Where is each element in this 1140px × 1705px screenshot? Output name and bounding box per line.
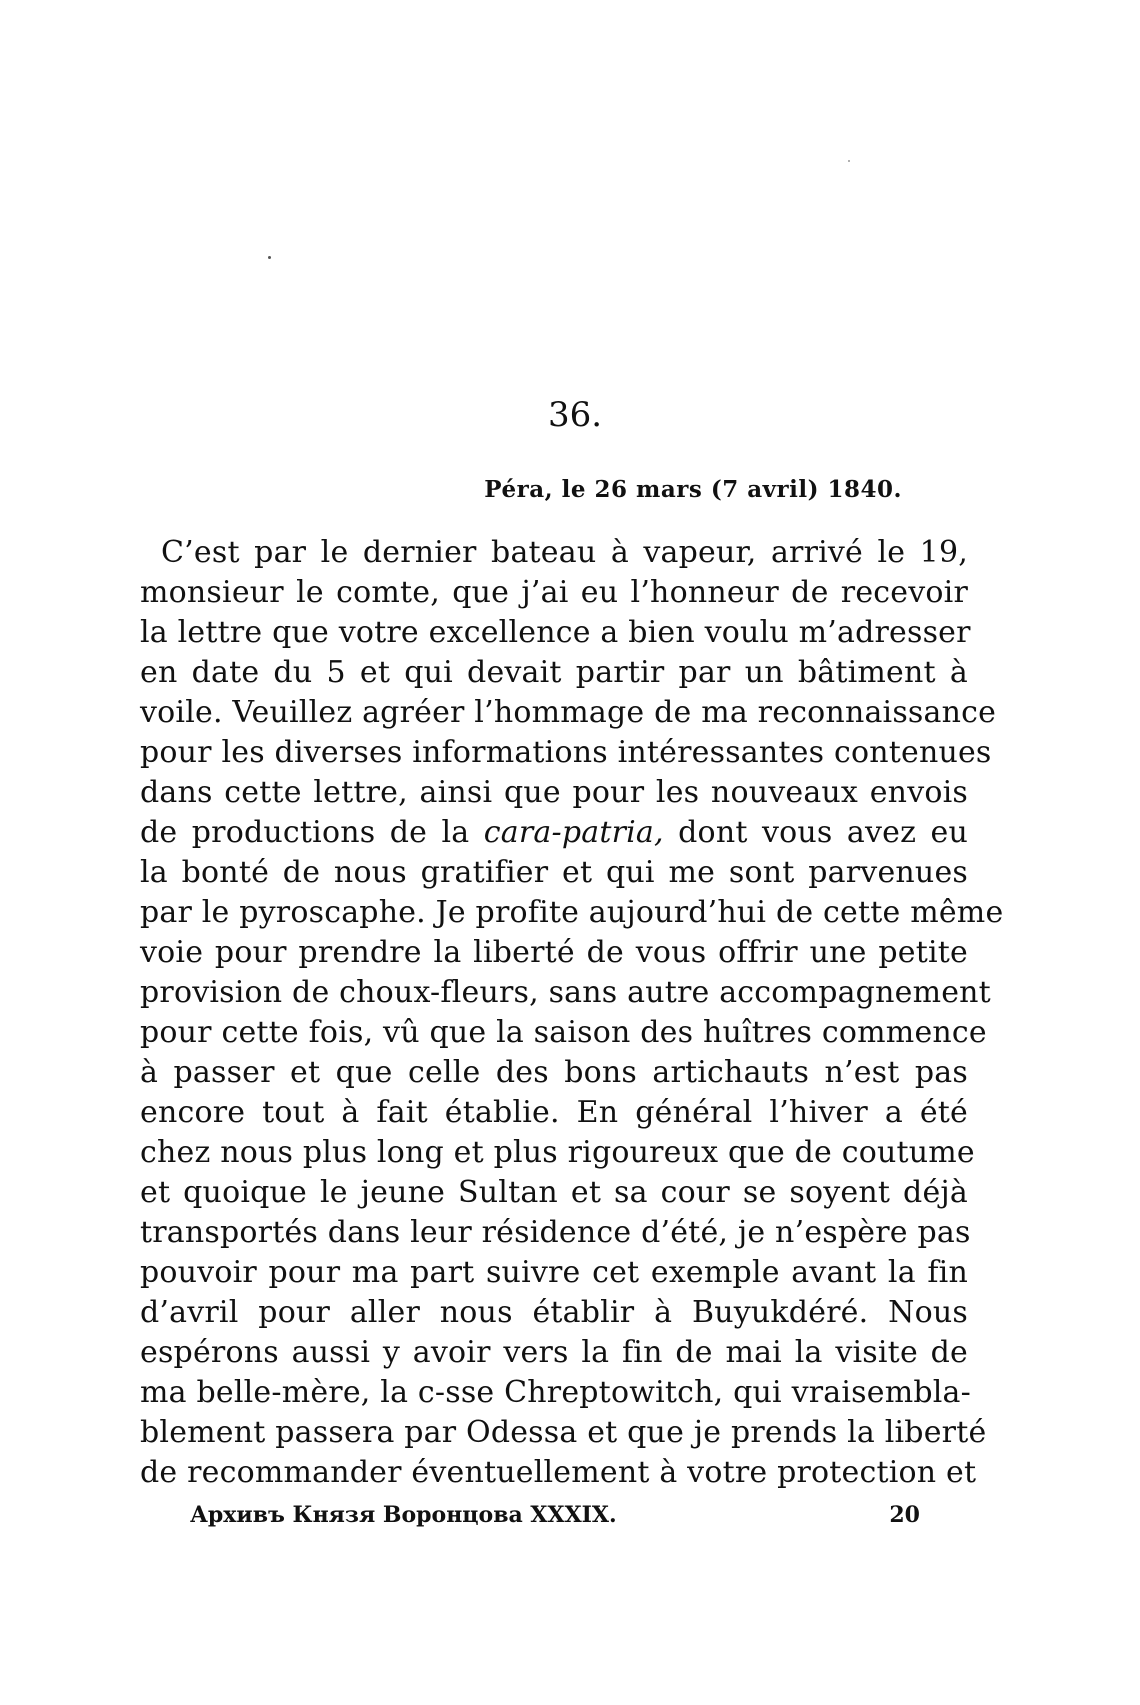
- footer-signature-mark: 20: [889, 1502, 920, 1528]
- body-line: en date du 5 et qui devait partir par un bâtiment à: [140, 655, 968, 690]
- body-line: voie pour prendre la liberté de vous offrir une petite: [140, 935, 968, 970]
- footer-source: Архивъ Князя Воронцова XXXIX.: [190, 1502, 617, 1528]
- body-line: pouvoir pour ma part suivre cet exemple avant la fin: [140, 1255, 968, 1290]
- body-line: ma belle-mère, la c-sse Chreptowitch, qui vraisembla-: [140, 1375, 971, 1410]
- body-line: encore tout à fait établie. En général l’hiver a été: [140, 1095, 968, 1130]
- body-line-start: de productions de la: [140, 815, 484, 850]
- page-footer: [190, 1502, 920, 1528]
- body-line: à passer et que celle des bons artichauts n’est pas: [140, 1055, 968, 1090]
- body-line: blement passera par Odessa et que je prends la liberté: [140, 1415, 987, 1450]
- body-line: espérons aussi y avoir vers la fin de mai la visite de: [140, 1335, 968, 1370]
- body-line: d’avril pour aller nous établir à Buyukdéré. Nous: [140, 1295, 968, 1330]
- scan-speck: [268, 256, 271, 259]
- body-line: chez nous plus long et plus rigoureux que de coutume: [140, 1135, 975, 1170]
- body-line: pour les diverses informations intéressantes contenues: [140, 735, 992, 770]
- body-line: C’est par le dernier bateau à vapeur, arrivé le 19,: [161, 535, 968, 570]
- letter-number: 36.: [547, 395, 603, 435]
- body-line: par le pyroscaphe. Je profite aujourd’hui de cette même: [140, 895, 1004, 930]
- body-line: monsieur le comte, que j’ai eu l’honneur de recevoir: [140, 575, 968, 610]
- body-line: la bonté de nous gratifier et qui me sont parvenues: [140, 855, 968, 890]
- body-line: et quoique le jeune Sultan et sa cour se soyent déjà: [140, 1175, 968, 1210]
- body-line: dans cette lettre, ainsi que pour les nouveaux envois: [140, 775, 968, 810]
- body-line: provision de choux-fleurs, sans autre accompagnement: [140, 975, 991, 1010]
- body-line: transportés dans leur résidence d’été, je n’espère pas: [140, 1215, 971, 1250]
- body-line-end: dont vous avez eu: [663, 815, 968, 850]
- date-line: Péra, le 26 mars (7 avril) 1840.: [484, 476, 902, 503]
- body-line: voile. Veuillez agréer l’hommage de ma reconnaissance: [140, 695, 997, 730]
- scan-speck: [848, 160, 850, 162]
- letter-body: [140, 533, 1004, 1493]
- body-line-with-italic: [140, 813, 968, 853]
- body-line: pour cette fois, vû que la saison des huîtres commence: [140, 1015, 987, 1050]
- body-line: la lettre que votre excellence a bien voulu m’adresser: [140, 615, 971, 650]
- italic-term: cara-patria,: [483, 815, 664, 850]
- body-line: de recommander éventuellement à votre protection et: [140, 1455, 977, 1490]
